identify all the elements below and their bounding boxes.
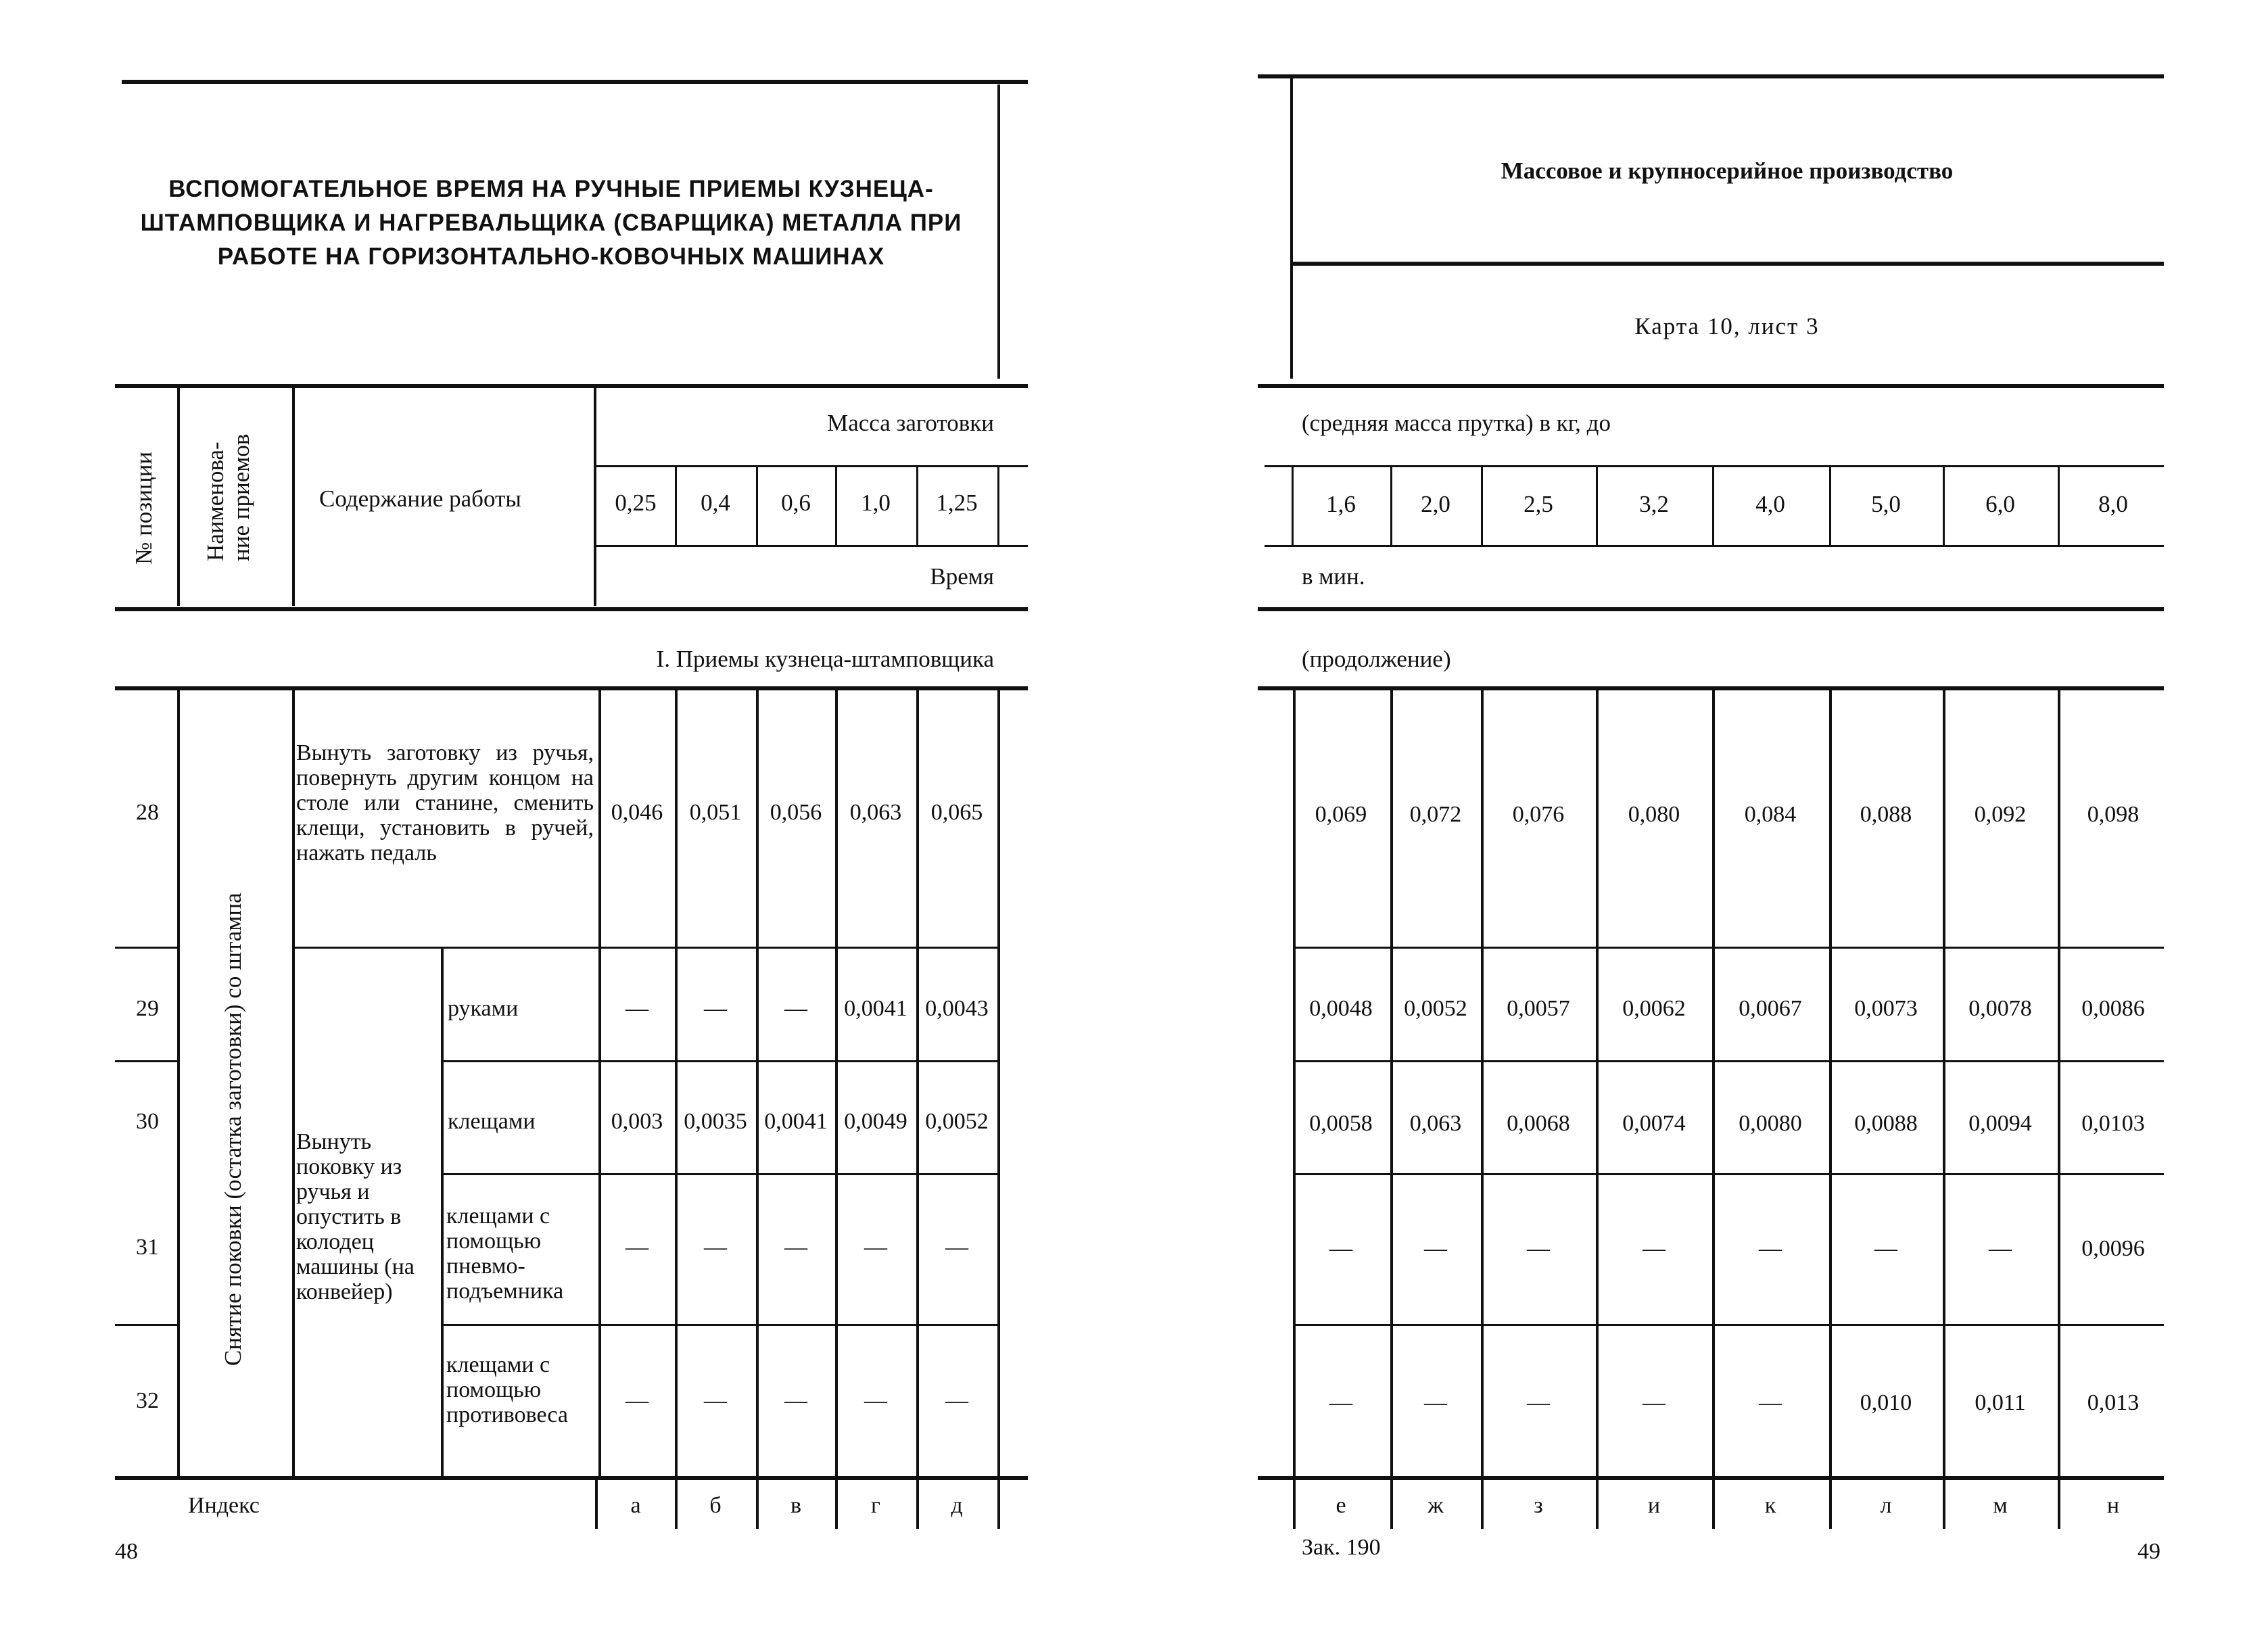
rp-mass-vl bbox=[1596, 467, 1598, 545]
row-method: клещами с помощью пневмо-подъемника bbox=[446, 1204, 564, 1304]
rp-index-letter: е bbox=[1336, 1493, 1346, 1518]
rp-value-cell: 0,011 bbox=[1975, 1390, 2026, 1415]
rp-value-cell: 0,098 bbox=[2087, 802, 2140, 827]
rp-body-vl bbox=[1293, 688, 1296, 1476]
value-cell: 0,063 bbox=[849, 800, 902, 825]
rp-mass-vl bbox=[1943, 467, 1945, 545]
rp-body-vl bbox=[1829, 688, 1832, 1476]
index-letter: г bbox=[871, 1493, 880, 1518]
value-cell: 0,0035 bbox=[684, 1109, 747, 1134]
rp-continuation: (продолжение) bbox=[1302, 646, 1451, 672]
mass-value: 0,25 bbox=[615, 490, 657, 516]
row-rule-29b bbox=[441, 1060, 997, 1062]
rp-section-top-rule bbox=[1258, 607, 2164, 611]
body-vl-v5 bbox=[997, 688, 1000, 1476]
rp-body-bottom-rule bbox=[1258, 1476, 2164, 1480]
rp-index-letter: л bbox=[1880, 1493, 1892, 1518]
rp-index-vl bbox=[1481, 1478, 1484, 1529]
page-number-right: 49 bbox=[2137, 1539, 2160, 1564]
rp-value-cell: — bbox=[1329, 1236, 1352, 1261]
rp-value-cell: 0,0078 bbox=[1968, 996, 2032, 1021]
order-note: Зак. 190 bbox=[1302, 1535, 1381, 1560]
index-label: Индекс bbox=[188, 1493, 260, 1518]
value-cell: 0,046 bbox=[611, 800, 663, 825]
rp-value-cell: 0,0080 bbox=[1739, 1111, 1802, 1136]
row-rule-30 bbox=[441, 1173, 997, 1175]
header-technique-name-text: Наименова-ние приемов bbox=[202, 433, 254, 561]
rp-value-cell: 0,013 bbox=[2087, 1390, 2140, 1415]
value-cell: 0,056 bbox=[770, 800, 822, 825]
value-cell: — bbox=[704, 1388, 727, 1413]
value-cell: 0,065 bbox=[930, 800, 983, 825]
index-vl-3 bbox=[835, 1478, 838, 1529]
rp-index-vl bbox=[1293, 1478, 1296, 1529]
rp-mass-header: (средняя масса прутка) в кг, до bbox=[1302, 410, 1611, 436]
rp-mass-vl bbox=[2058, 467, 2060, 545]
rp-value-cell: — bbox=[1643, 1390, 1665, 1415]
row-rule-29 bbox=[115, 1060, 177, 1062]
value-cell: 0,0041 bbox=[844, 996, 907, 1021]
rp-mass-vl bbox=[1829, 467, 1831, 545]
rp-value-cell: 0,0062 bbox=[1622, 996, 1686, 1021]
title-top-rule bbox=[122, 80, 1028, 84]
rp-mass-vl bbox=[1390, 467, 1392, 545]
body-vl-content bbox=[292, 688, 295, 1476]
rp-body-top-rule bbox=[1258, 686, 2164, 690]
value-cell: — bbox=[704, 1235, 727, 1260]
rp-time-unit: в мин. bbox=[1302, 563, 1365, 590]
rp-value-cell: 0,0067 bbox=[1739, 996, 1802, 1021]
row-method: клещами с помощью противовеса bbox=[446, 1352, 569, 1427]
row-number: 30 bbox=[136, 1109, 159, 1134]
row-method: клещами bbox=[448, 1109, 536, 1134]
rp-mass-vl bbox=[1292, 467, 1294, 545]
header-work-content: Содержание работы bbox=[319, 485, 521, 512]
rp-value-cell: 0,0058 bbox=[1309, 1111, 1373, 1136]
rp-index-letter: и bbox=[1647, 1493, 1661, 1518]
rp-value-cell: 0,069 bbox=[1315, 802, 1367, 827]
rp-index-letter: з bbox=[1534, 1493, 1543, 1518]
rp-mass-rule bbox=[1265, 465, 2164, 467]
rp-value-cell: 0,076 bbox=[1512, 802, 1565, 827]
value-cell: — bbox=[864, 1235, 887, 1260]
rp-value-cell: — bbox=[1759, 1236, 1782, 1261]
value-cell: — bbox=[784, 1388, 807, 1413]
rp-value-cell: 0,0052 bbox=[1404, 996, 1467, 1021]
rp-mass-value: 1,6 bbox=[1326, 491, 1356, 517]
row-rule-31 bbox=[115, 1324, 177, 1326]
value-cell: 0,0043 bbox=[925, 996, 989, 1021]
index-vl-0 bbox=[595, 1478, 598, 1529]
rp-value-cell: 0,0057 bbox=[1507, 996, 1570, 1021]
index-vl-5 bbox=[997, 1478, 1000, 1529]
rp-value-cell: 0,088 bbox=[1860, 802, 1912, 827]
row-number: 32 bbox=[136, 1388, 159, 1413]
mass-vl-3 bbox=[835, 467, 837, 545]
rp-mid-rule bbox=[1292, 262, 2164, 266]
rp-index-letter: м bbox=[1993, 1493, 2008, 1518]
row-number: 28 bbox=[136, 800, 159, 825]
mass-value: 0,4 bbox=[701, 490, 730, 516]
header-time: Время bbox=[930, 563, 994, 590]
row-number: 31 bbox=[136, 1235, 159, 1260]
rp-value-cell: 0,0094 bbox=[1968, 1111, 2032, 1136]
rp-mass-vl bbox=[1481, 467, 1483, 545]
rp-mass-value: 5,0 bbox=[1871, 491, 1901, 517]
rp-value-cell: — bbox=[1527, 1236, 1550, 1261]
rp-mass-value: 2,0 bbox=[1421, 491, 1450, 517]
body-vl-v0 bbox=[598, 688, 601, 1476]
rp-mass-value: 4,0 bbox=[1755, 491, 1785, 517]
rp-value-cell: — bbox=[1329, 1390, 1352, 1415]
rp-body-vl bbox=[1481, 688, 1484, 1476]
page-title: ВСПОМОГАТЕЛЬНОЕ ВРЕМЯ НА РУЧНЫЕ ПРИЕМЫ КУЗНЕЦА-ШТАМПОВЩИКА И НАГРЕВАЛЬЩИКА (СВАРЩИКА) МЕТАЛЛА ПРИ РАБОТЕ НА ГОРИЗОНТАЛЬНО-КОВОЧНЫХ МАШИНАХ bbox=[140, 176, 962, 270]
body-vl-v1 bbox=[675, 688, 678, 1476]
value-cell: 0,0041 bbox=[764, 1109, 828, 1134]
rp-row-rule bbox=[1293, 1173, 2164, 1175]
header-position-no: № позиции bbox=[131, 451, 157, 565]
body-vl-v2 bbox=[756, 688, 759, 1476]
rp-value-cell: — bbox=[1759, 1390, 1782, 1415]
rp-mass-value: 2,5 bbox=[1523, 491, 1553, 517]
index-vl-1 bbox=[675, 1478, 678, 1529]
rp-value-cell: 0,0048 bbox=[1309, 996, 1373, 1021]
group-name: Снятие поковки (остатка заготовки) со штампа bbox=[220, 893, 246, 1366]
page-number-left: 48 bbox=[115, 1539, 138, 1564]
rp-value-cell: 0,072 bbox=[1409, 802, 1462, 827]
body-vl-no bbox=[177, 688, 180, 1476]
value-cell: — bbox=[704, 996, 727, 1021]
body-bottom-rule bbox=[115, 1476, 1028, 1480]
row-rule-28b bbox=[292, 947, 997, 949]
rp-index-letter: н bbox=[2106, 1493, 2120, 1518]
rp-top-rule bbox=[1258, 74, 2164, 78]
mass-vl-1 bbox=[675, 467, 677, 545]
value-cell: — bbox=[945, 1235, 968, 1260]
header-vl-1 bbox=[177, 386, 180, 606]
section-title: I. Приемы кузнеца-штамповщика bbox=[656, 646, 994, 672]
rp-body-vl bbox=[1943, 688, 1945, 1476]
rp-value-cell: 0,063 bbox=[1409, 1111, 1462, 1136]
index-letter: а bbox=[630, 1493, 641, 1518]
rp-index-vl bbox=[1390, 1478, 1393, 1529]
mass-value: 1,25 bbox=[936, 490, 978, 516]
rp-title-left-rule bbox=[1290, 78, 1293, 379]
index-letter: б bbox=[709, 1493, 722, 1518]
header-vl-3 bbox=[594, 386, 596, 606]
rp-value-cell: — bbox=[1424, 1390, 1447, 1415]
rp-mass-vl bbox=[1712, 467, 1714, 545]
rp-body-vl bbox=[2058, 688, 2060, 1476]
group2-content: Вынуть поковку из ручья и опустить в колодец машины (на конвейер) bbox=[296, 1129, 415, 1304]
rp-value-cell: 0,0088 bbox=[1854, 1111, 1918, 1136]
rp-value-cell: — bbox=[1527, 1390, 1550, 1415]
row28-content: Вынуть заготовку из ручья, повернуть другим концом на столе или станине, сменить клещи, установить в ручей, нажать педаль bbox=[296, 740, 594, 865]
rp-value-cell: 0,0086 bbox=[2081, 996, 2145, 1021]
rp-index-vl bbox=[1829, 1478, 1832, 1529]
rp-body-vl bbox=[1596, 688, 1599, 1476]
value-cell: 0,051 bbox=[689, 800, 742, 825]
mass-vl-2 bbox=[756, 467, 758, 545]
rp-index-vl bbox=[1596, 1478, 1599, 1529]
body-vl-v4 bbox=[916, 688, 919, 1476]
rp-time-rule bbox=[1265, 545, 2164, 547]
rp-value-cell: 0,0074 bbox=[1622, 1111, 1686, 1136]
rp-header-top-rule bbox=[1258, 384, 2164, 388]
mass-vl-4 bbox=[916, 467, 918, 545]
title-right-rule bbox=[997, 85, 1000, 379]
rp-index-letter: к bbox=[1764, 1493, 1776, 1518]
body-top-rule bbox=[115, 686, 1028, 690]
index-letter: д bbox=[951, 1493, 963, 1518]
rp-value-cell: — bbox=[1989, 1236, 2012, 1261]
rp-row-rule bbox=[1293, 1060, 2164, 1062]
index-vl-2 bbox=[756, 1478, 759, 1529]
rp-body-vl bbox=[1390, 688, 1393, 1476]
value-cell: — bbox=[625, 1235, 648, 1260]
header-vl-2 bbox=[292, 386, 295, 606]
value-cell: 0,003 bbox=[611, 1109, 663, 1134]
rp-value-cell: 0,0103 bbox=[2081, 1111, 2145, 1136]
rp-mass-value: 8,0 bbox=[2098, 491, 2128, 517]
mass-value: 0,6 bbox=[781, 490, 811, 516]
mass-vl-5 bbox=[997, 467, 999, 545]
row-rule-31b bbox=[441, 1324, 997, 1326]
body-vl-method bbox=[441, 947, 444, 1476]
rp-value-cell: 0,010 bbox=[1860, 1390, 1912, 1415]
value-cell: — bbox=[864, 1388, 887, 1413]
rp-body-vl bbox=[1712, 688, 1715, 1476]
header-mass: Масса заготовки bbox=[827, 410, 994, 436]
rp-value-cell: 0,0068 bbox=[1507, 1111, 1570, 1136]
value-cell: 0,0052 bbox=[925, 1109, 989, 1134]
section-top-rule bbox=[115, 607, 1028, 611]
rp-value-cell: — bbox=[1424, 1236, 1447, 1261]
value-cell: — bbox=[625, 996, 648, 1021]
index-letter: в bbox=[790, 1493, 802, 1518]
index-vl-4 bbox=[916, 1478, 919, 1529]
value-cell: — bbox=[784, 1235, 807, 1260]
production-type: Массовое и крупносерийное производство bbox=[1501, 158, 1954, 184]
rp-row-rule bbox=[1293, 947, 2164, 949]
rp-index-letter: ж bbox=[1427, 1493, 1444, 1518]
value-cell: — bbox=[784, 996, 807, 1021]
card-number: Карта 10, лист 3 bbox=[1634, 313, 1820, 339]
value-cell: — bbox=[625, 1388, 648, 1413]
row-number: 29 bbox=[136, 996, 159, 1021]
header-top-rule bbox=[115, 384, 1028, 388]
row-rule-28 bbox=[115, 947, 177, 949]
mass-value: 1,0 bbox=[861, 490, 891, 516]
rp-value-cell: 0,080 bbox=[1628, 802, 1680, 827]
row-method: руками bbox=[448, 996, 519, 1021]
rp-row-rule bbox=[1293, 1324, 2164, 1326]
value-cell: — bbox=[945, 1388, 968, 1413]
rp-value-cell: 0,0096 bbox=[2081, 1236, 2145, 1261]
rp-mass-value: 6,0 bbox=[1985, 491, 2015, 517]
body-vl-v3 bbox=[835, 688, 838, 1476]
rp-index-vl bbox=[1712, 1478, 1715, 1529]
rp-mass-value: 3,2 bbox=[1639, 491, 1669, 517]
rp-value-cell: — bbox=[1874, 1236, 1897, 1261]
rp-value-cell: 0,092 bbox=[1974, 802, 2027, 827]
value-cell: 0,0049 bbox=[844, 1109, 907, 1134]
rp-value-cell: 0,0073 bbox=[1854, 996, 1918, 1021]
time-rule bbox=[595, 545, 1028, 547]
rp-value-cell: 0,084 bbox=[1744, 802, 1797, 827]
rp-index-vl bbox=[1943, 1478, 1945, 1529]
rp-value-cell: — bbox=[1643, 1236, 1665, 1261]
mass-rule bbox=[595, 465, 1028, 467]
rp-index-vl bbox=[2058, 1478, 2060, 1529]
header-technique-name bbox=[203, 426, 254, 561]
